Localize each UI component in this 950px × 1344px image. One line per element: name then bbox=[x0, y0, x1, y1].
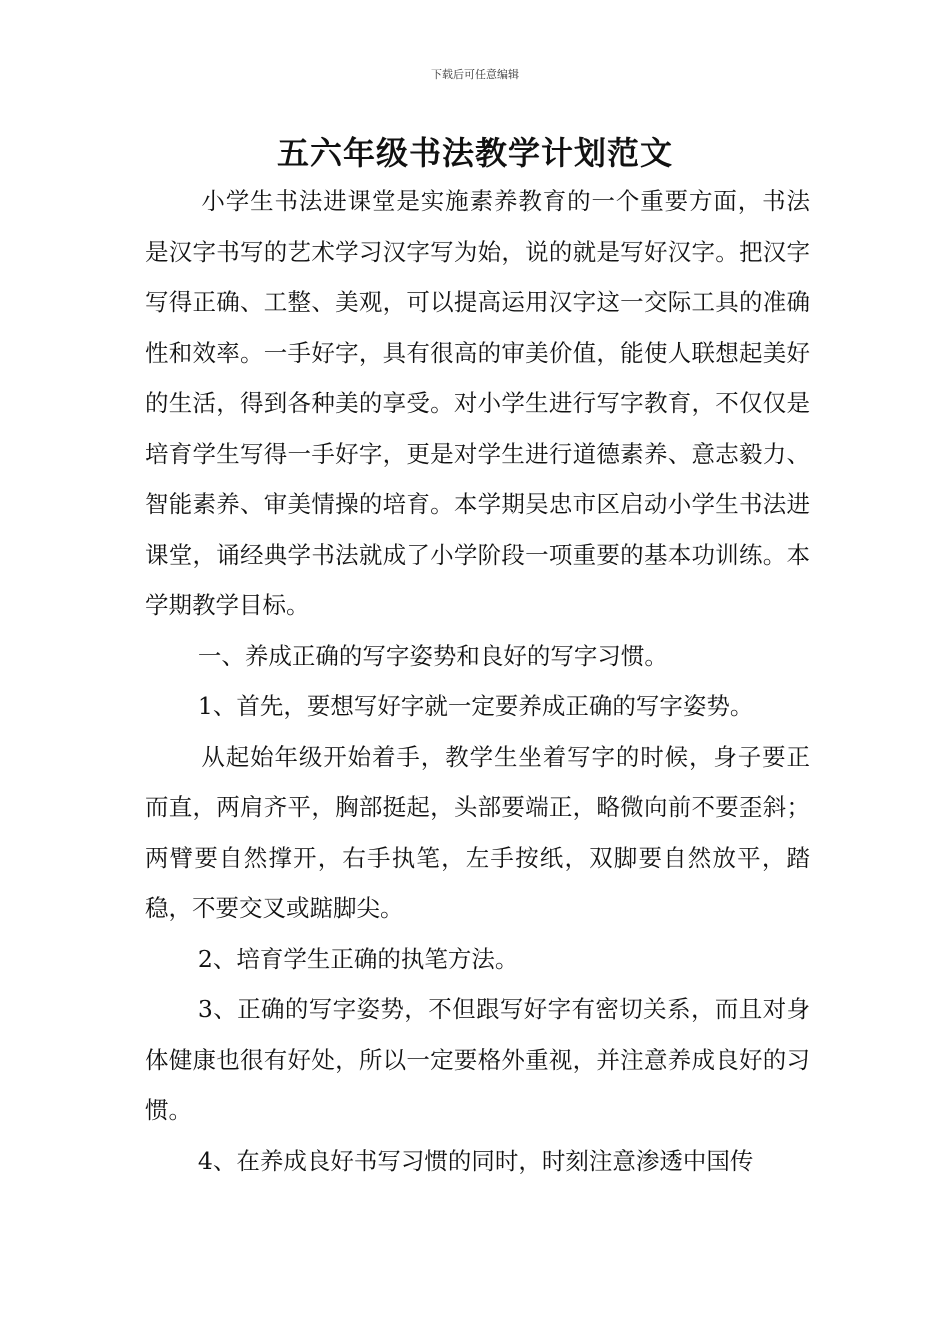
document-title: 五六年级书法教学计划范文 bbox=[276, 134, 673, 172]
paragraph-posture: 从起始年级开始着手，教学生坐着写字的时候，身子要正而直，两肩齐平，胸部挺起，头部要端正，略微向前不要歪斜；两臂要自然撑开，右手执笔，左手按纸，双脚要自然放平，踏稳，不要交叉或踮脚尖。 bbox=[145, 742, 810, 922]
paragraph-item-3: 3、正确的写字姿势，不但跟写好字有密切关系，而且对身体健康也很有好处，所以一定要格外重视，并注意养成良好的习惯。 bbox=[145, 995, 810, 1124]
header-note: 下载后可任意编辑 bbox=[431, 68, 519, 81]
paragraph-item-1: 1、首先，要想写好字就一定要养成正确的写字姿势。 bbox=[197, 692, 754, 720]
paragraph-intro: 小学生书法进课堂是实施素养教育的一个重要方面，书法是汉字书写的艺术学习汉字写为始，说的就是写好汉字。把汉字写得正确、工整、美观，可以提高运用汉字这一交际工具的准确性和效率。一手好字，具有很高的审美价值，能使人联想起美好的生活，得到各种美的享受。对小学生进行写字教育，不仅仅是培育学生写得一手好字，更是对学生进行道德素养、意志毅力、智能素养、审美情操的培育。本学期吴忠市区启动小学生书法进课堂，诵经典学书法就成了小学阶段一项重要的基本功训练。本学期教学目标。 bbox=[145, 187, 810, 619]
document-body bbox=[145, 176, 810, 1186]
paragraph-item-2: 2、培育学生正确的执笔方法。 bbox=[197, 944, 519, 973]
paragraph-section-1: 一、养成正确的写字姿势和良好的写字习惯。 bbox=[197, 641, 668, 670]
paragraph-item-4: 4、在养成良好书写习惯的同时，时刻注意渗透中国传 bbox=[197, 1146, 754, 1175]
